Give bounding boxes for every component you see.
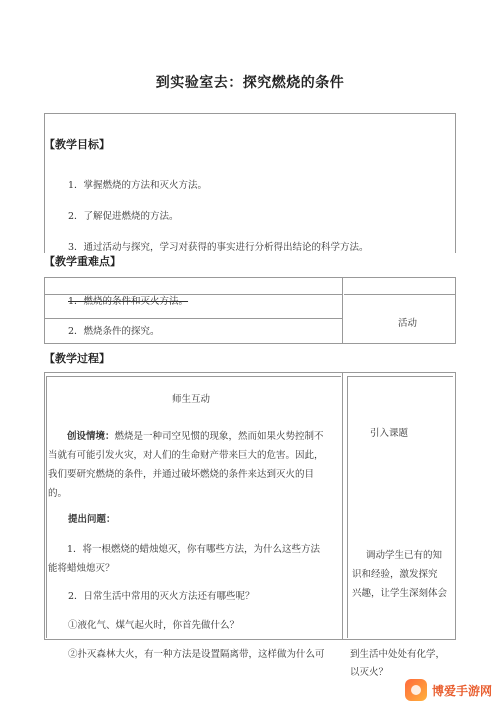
side-note-line: 兴趣，让学生深刻体会 [352,588,448,599]
process-heading: 【教学过程】 [44,352,110,365]
side-note-mobilize [352,546,454,603]
section-vertical-line [455,113,456,253]
objective-item: 3．通过活动与探究，学习对获得的事实进行分析得出结论的科学方法。 [68,242,369,253]
watermark [405,679,492,701]
side-note-line: 到生活中处处有化学， [350,649,446,660]
keypoint-item: 1．燃烧的条件和灭火方法。 [68,296,189,307]
objectives-heading: 【教学目标】 [44,138,110,151]
side-note-intro: 引入课题 [370,428,409,439]
watermark-text: 博爱手游网 [431,683,492,698]
table-border-top [44,277,456,278]
table-column-divider [342,372,343,640]
question-2-sub: ①液化气、煤气起火时，你首先做什么？ [68,620,240,631]
table-border-left [44,277,45,344]
question-line: 能将蜡烛熄灭？ [48,563,115,574]
table-row-divider [44,318,343,319]
scenario-paragraph [48,427,340,503]
keypoints-heading: 【教学重难点】 [44,255,121,268]
table-border-right [455,277,456,344]
scenario-label: 创设情境： [67,431,115,442]
section-vertical-line [44,113,45,253]
objective-item: 2．了解促进燃烧的方法。 [68,211,179,222]
scenario-line: 燃烧是一种司空见惯的现象，然而如果火势控制不 [114,431,324,442]
table-border-left [44,372,45,640]
table-column-divider [342,277,343,344]
table-inner-divider [347,376,453,377]
table-inner-divider [347,376,348,638]
table-inner-divider [46,376,47,638]
objective-item: 1．掌握燃烧的方法和灭火方法。 [68,180,208,191]
scenario-line: 的。 [48,488,68,499]
table-border-top [44,372,456,373]
side-note-line: 调动学生已有的知 [366,550,443,561]
table-row-divider [344,294,456,295]
question-line: 1．将一根燃烧的蜡烛熄灭，你有哪些方法，为什么这些方法 [67,544,321,555]
page-title: 到实验室去：探究燃烧的条件 [155,75,345,91]
table-inner-divider [46,376,341,377]
question-2-sub: ②扑灭森林大火，有一种方法是设置隔离带，这样做为什么可 [68,649,325,660]
question-label: 提出问题： [68,514,116,525]
activity-label: 活动 [398,318,418,329]
side-note-line: 识和经验，激发探究 [352,569,438,580]
question-2: 2．日常生活中常用的灭火方法还有哪些呢？ [68,591,255,602]
column-header: 师生互动 [172,394,211,405]
section-divider [44,113,456,114]
keypoint-item: 2．燃烧条件的探究。 [68,326,160,337]
table-border-right [455,372,456,640]
table-border-bottom [44,639,456,640]
scenario-line: 当就有可能引发火灾，对人们的生命财产带来巨大的危害。因此， [48,450,324,461]
scenario-line: 我们要研究燃烧的条件，并通过破坏燃烧的条件来达到灭火的目 [48,469,315,480]
table-border-bottom [44,343,456,344]
watermark-logo-icon [405,679,427,701]
question-1 [48,540,340,578]
side-note-line: 以灭火？ [350,667,389,678]
